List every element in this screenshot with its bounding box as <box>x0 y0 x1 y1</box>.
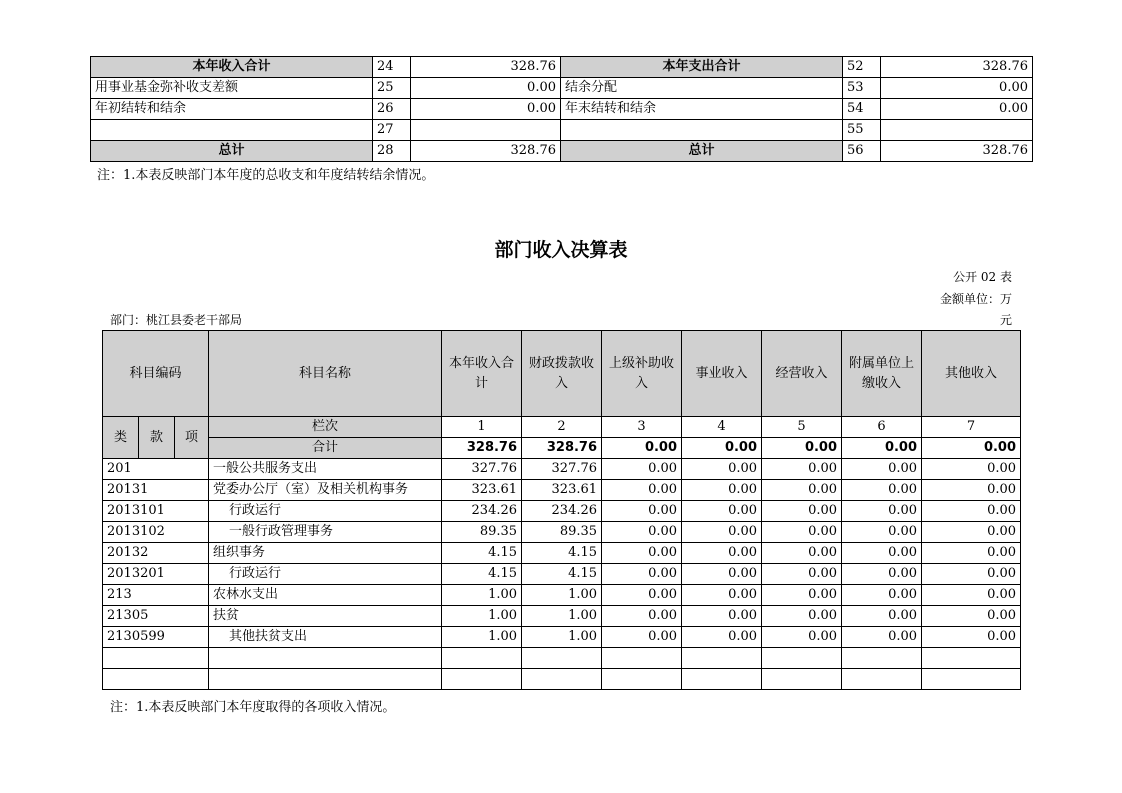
empty-cell <box>209 648 442 669</box>
value-cell: 0.00 <box>762 543 842 564</box>
table-row <box>103 627 1021 648</box>
value-cell: 0.00 <box>682 480 762 501</box>
amount-unit-cont: 元 <box>999 313 1012 327</box>
value-cell: 0.00 <box>602 627 682 648</box>
value-cell: 0.00 <box>842 543 922 564</box>
col-num-5: 5 <box>762 417 842 438</box>
value-cell: 327.76 <box>442 459 522 480</box>
total-value-1: 328.76 <box>442 438 522 459</box>
summary-right-value: 328.76 <box>881 57 1033 78</box>
value-cell: 0.00 <box>922 585 1021 606</box>
value-cell: 4.15 <box>442 543 522 564</box>
summary-left-value: 0.00 <box>411 78 561 99</box>
summary-left-label: 用事业基金弥补收支差额 <box>91 78 373 99</box>
value-cell: 327.76 <box>522 459 602 480</box>
summary-row <box>91 99 1033 120</box>
value-cell: 1.00 <box>522 606 602 627</box>
value-cell: 1.00 <box>522 627 602 648</box>
summary-left-value: 328.76 <box>411 57 561 78</box>
total-value-5: 0.00 <box>762 438 842 459</box>
value-cell: 0.00 <box>842 606 922 627</box>
amount-unit: 金额单位：万 <box>939 292 1012 306</box>
page-title: 部门收入决算表 <box>494 239 628 261</box>
summary-table <box>90 56 1033 162</box>
value-cell: 1.00 <box>442 585 522 606</box>
subject-name: 扶贫 <box>209 606 442 627</box>
value-cell: 1.00 <box>442 606 522 627</box>
department-label: 部门：桃江县委老干部局 <box>110 313 243 327</box>
empty-cell <box>682 669 762 690</box>
income-note: 注：1.本表反映部门本年度取得的各项收入情况。 <box>110 700 396 715</box>
value-cell: 0.00 <box>842 480 922 501</box>
summary-row <box>91 141 1033 162</box>
summary-right-label <box>561 120 843 141</box>
table-row <box>103 480 1021 501</box>
total-value-7: 0.00 <box>922 438 1021 459</box>
col-num-2: 2 <box>522 417 602 438</box>
subject-code: 201 <box>103 459 209 480</box>
summary-left-no: 25 <box>373 78 411 99</box>
subject-name: 一般公共服务支出 <box>209 459 442 480</box>
col-num-3: 3 <box>602 417 682 438</box>
col-header-7: 其他收入 <box>922 331 1021 417</box>
col-num-4: 4 <box>682 417 762 438</box>
col-header-1: 本年收入合计 <box>442 331 522 417</box>
summary-left-value: 0.00 <box>411 99 561 120</box>
lanci-label: 栏次 <box>209 417 442 438</box>
value-cell: 0.00 <box>762 606 842 627</box>
col-header-3: 上级补助收入 <box>602 331 682 417</box>
table-row <box>103 501 1021 522</box>
summary-left-label <box>91 120 373 141</box>
value-cell: 0.00 <box>682 627 762 648</box>
value-cell: 89.35 <box>522 522 602 543</box>
summary-right-no: 54 <box>843 99 881 120</box>
empty-cell <box>842 648 922 669</box>
value-cell: 0.00 <box>762 522 842 543</box>
value-cell: 0.00 <box>842 522 922 543</box>
table-row <box>103 543 1021 564</box>
value-cell: 1.00 <box>522 585 602 606</box>
value-cell: 0.00 <box>762 585 842 606</box>
summary-right-label: 本年支出合计 <box>561 57 843 78</box>
table-row <box>103 606 1021 627</box>
summary-left-no: 24 <box>373 57 411 78</box>
summary-right-value: 0.00 <box>881 99 1033 120</box>
empty-cell <box>762 669 842 690</box>
subject-name: 一般行政管理事务 <box>209 522 442 543</box>
empty-row <box>103 669 1021 690</box>
total-value-6: 0.00 <box>842 438 922 459</box>
value-cell: 1.00 <box>442 627 522 648</box>
summary-right-value: 0.00 <box>881 78 1033 99</box>
empty-cell <box>842 669 922 690</box>
summary-right-label: 年末结转和结余 <box>561 99 843 120</box>
empty-cell <box>442 648 522 669</box>
empty-cell <box>602 648 682 669</box>
col-num-1: 1 <box>442 417 522 438</box>
value-cell: 0.00 <box>602 480 682 501</box>
value-cell: 4.15 <box>442 564 522 585</box>
empty-cell <box>922 669 1021 690</box>
subject-name: 其他扶贫支出 <box>209 627 442 648</box>
col-header-2: 财政拨款收入 <box>522 331 602 417</box>
income-table <box>102 330 1021 690</box>
subject-name: 行政运行 <box>209 564 442 585</box>
header-row <box>103 331 1021 417</box>
summary-left-value: 328.76 <box>411 141 561 162</box>
empty-cell <box>442 669 522 690</box>
value-cell: 0.00 <box>762 627 842 648</box>
value-cell: 0.00 <box>922 501 1021 522</box>
value-cell: 0.00 <box>922 459 1021 480</box>
value-cell: 0.00 <box>842 501 922 522</box>
empty-cell <box>602 669 682 690</box>
total-label: 合计 <box>209 438 442 459</box>
value-cell: 0.00 <box>762 501 842 522</box>
summary-left-label: 总计 <box>91 141 373 162</box>
summary-left-value <box>411 120 561 141</box>
summary-right-no: 56 <box>843 141 881 162</box>
value-cell: 0.00 <box>682 585 762 606</box>
summary-note: 注：1.本表反映部门本年度的总收支和年度结转结余情况。 <box>97 168 435 183</box>
subject-name-header: 科目名称 <box>209 331 442 417</box>
lanci-row <box>103 417 1021 438</box>
subject-code: 2013101 <box>103 501 209 522</box>
summary-right-no: 52 <box>843 57 881 78</box>
summary-left-label: 年初结转和结余 <box>91 99 373 120</box>
value-cell: 0.00 <box>682 564 762 585</box>
total-value-4: 0.00 <box>682 438 762 459</box>
xiang-header: 项 <box>175 417 209 459</box>
summary-left-label: 本年收入合计 <box>91 57 373 78</box>
summary-row <box>91 57 1033 78</box>
empty-cell <box>682 648 762 669</box>
value-cell: 0.00 <box>682 522 762 543</box>
table-row <box>103 564 1021 585</box>
total-value-3: 0.00 <box>602 438 682 459</box>
col-header-4: 事业收入 <box>682 331 762 417</box>
value-cell: 0.00 <box>602 522 682 543</box>
subject-name: 农林水支出 <box>209 585 442 606</box>
value-cell: 4.15 <box>522 564 602 585</box>
empty-cell <box>762 648 842 669</box>
value-cell: 0.00 <box>602 459 682 480</box>
value-cell: 0.00 <box>682 543 762 564</box>
summary-left-no: 26 <box>373 99 411 120</box>
value-cell: 0.00 <box>602 564 682 585</box>
value-cell: 0.00 <box>682 459 762 480</box>
subject-code: 20132 <box>103 543 209 564</box>
empty-row <box>103 648 1021 669</box>
value-cell: 4.15 <box>522 543 602 564</box>
empty-cell <box>922 648 1021 669</box>
table-code: 公开 02 表 <box>953 270 1012 284</box>
subject-name: 行政运行 <box>209 501 442 522</box>
value-cell: 0.00 <box>682 501 762 522</box>
summary-left-no: 28 <box>373 141 411 162</box>
value-cell: 323.61 <box>522 480 602 501</box>
summary-right-no: 53 <box>843 78 881 99</box>
summary-right-value <box>881 120 1033 141</box>
total-row <box>103 438 1021 459</box>
value-cell: 0.00 <box>682 606 762 627</box>
value-cell: 0.00 <box>602 606 682 627</box>
value-cell: 0.00 <box>842 564 922 585</box>
lei-header: 类 <box>103 417 139 459</box>
summary-row <box>91 120 1033 141</box>
empty-cell <box>103 669 209 690</box>
table-row <box>103 585 1021 606</box>
col-header-5: 经营收入 <box>762 331 842 417</box>
summary-right-label: 总计 <box>561 141 843 162</box>
value-cell: 0.00 <box>842 627 922 648</box>
value-cell: 323.61 <box>442 480 522 501</box>
subject-name: 组织事务 <box>209 543 442 564</box>
value-cell: 0.00 <box>922 627 1021 648</box>
value-cell: 89.35 <box>442 522 522 543</box>
empty-cell <box>209 669 442 690</box>
table-row <box>103 522 1021 543</box>
subject-code: 20131 <box>103 480 209 501</box>
subject-code: 21305 <box>103 606 209 627</box>
value-cell: 0.00 <box>842 585 922 606</box>
col-num-6: 6 <box>842 417 922 438</box>
subject-code: 2013201 <box>103 564 209 585</box>
value-cell: 0.00 <box>922 480 1021 501</box>
summary-right-label: 结余分配 <box>561 78 843 99</box>
subject-name: 党委办公厅（室）及相关机构事务 <box>209 480 442 501</box>
col-num-7: 7 <box>922 417 1021 438</box>
value-cell: 0.00 <box>762 459 842 480</box>
value-cell: 0.00 <box>922 606 1021 627</box>
table-row <box>103 459 1021 480</box>
value-cell: 0.00 <box>762 480 842 501</box>
summary-row <box>91 78 1033 99</box>
total-value-2: 328.76 <box>522 438 602 459</box>
subject-code: 2013102 <box>103 522 209 543</box>
empty-cell <box>522 648 602 669</box>
value-cell: 0.00 <box>602 501 682 522</box>
summary-right-no: 55 <box>843 120 881 141</box>
summary-right-value: 328.76 <box>881 141 1033 162</box>
subject-code-header: 科目编码 <box>103 331 209 417</box>
subject-code: 213 <box>103 585 209 606</box>
subject-code: 2130599 <box>103 627 209 648</box>
col-header-6: 附属单位上缴收入 <box>842 331 922 417</box>
kuan-header: 款 <box>139 417 175 459</box>
empty-cell <box>103 648 209 669</box>
value-cell: 0.00 <box>602 585 682 606</box>
value-cell: 0.00 <box>922 543 1021 564</box>
summary-left-no: 27 <box>373 120 411 141</box>
value-cell: 0.00 <box>922 564 1021 585</box>
value-cell: 0.00 <box>602 543 682 564</box>
value-cell: 0.00 <box>922 522 1021 543</box>
value-cell: 0.00 <box>842 459 922 480</box>
value-cell: 234.26 <box>522 501 602 522</box>
value-cell: 0.00 <box>762 564 842 585</box>
value-cell: 234.26 <box>442 501 522 522</box>
empty-cell <box>522 669 602 690</box>
